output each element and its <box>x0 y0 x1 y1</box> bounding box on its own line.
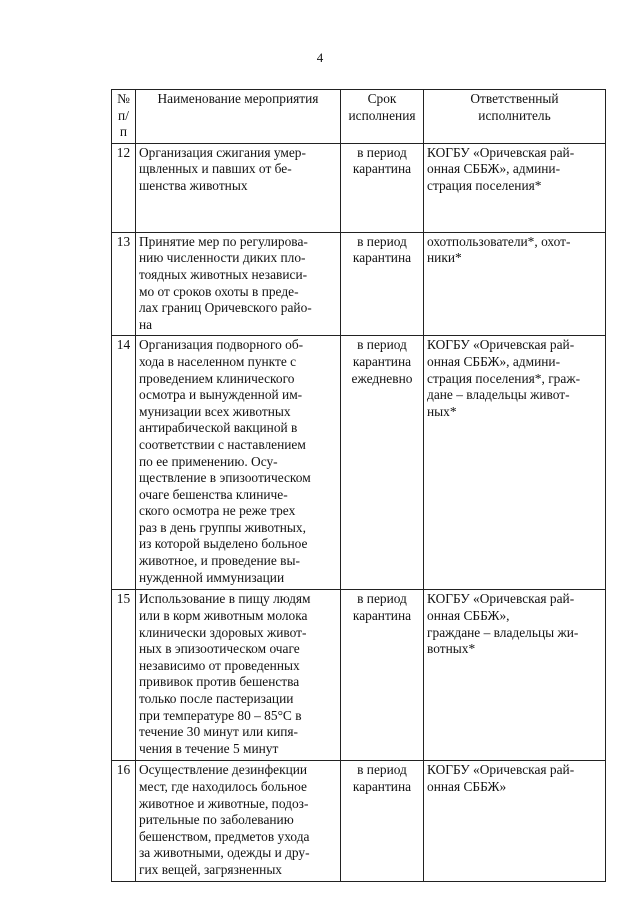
responsible: КОГБУ «Оричевская рай- онная СББЖ» <box>424 761 606 881</box>
measure-name: Использование в пищу людям или в корм животным молока клинически здоровых живот- ных в эпизоотическом очаге независимо от проведенных прививок против бешенства только после пастеризации при температуре 80 – 85°С в течение 30 минут или кипя- чения в течение 5 минут <box>136 590 341 761</box>
responsible: КОГБУ «Оричевская рай- онная СББЖ», админи- страция поселения*, граж- дане – владельцы живот- ных* <box>424 336 606 590</box>
measures-table <box>111 89 606 882</box>
deadline: в период карантина <box>341 143 424 232</box>
table-row <box>112 590 606 761</box>
table-row <box>112 143 606 232</box>
responsible: КОГБУ «Оричевская рай- онная СББЖ», админи- страция поселения* <box>424 143 606 232</box>
measure-name: Организация подворного об- хода в населенном пункте с проведением клинического осмотра и вынужденной им- мунизации всех животных антирабической вакциной в соответствии с наставлением по ее применению. Осу- ществление в эпизоотическом очаге бешенства клиниче- ского осмотра не реже трех раз в день группы животных, из которой выделено больное животное, и проведение вы- нужденной иммунизации <box>136 336 341 590</box>
table-row <box>112 336 606 590</box>
measure-name: Осуществление дезинфекции мест, где находилось больное животное и животные, подоз- рительные по заболеванию бешенством, предметов ухода за животными, одежды и дру- гих вещей, загрязненных <box>136 761 341 881</box>
deadline: в период карантина <box>341 590 424 761</box>
deadline: в период карантина ежедневно <box>341 336 424 590</box>
responsible: КОГБУ «Оричевская рай- онная СББЖ», граждане – владельцы жи- вотных* <box>424 590 606 761</box>
page-number: 4 <box>316 50 324 65</box>
header-deadline: Срок исполнения <box>341 90 424 144</box>
responsible: охотпользователи*, охот- ники* <box>424 232 606 336</box>
table-header-row <box>112 90 606 144</box>
deadline: в период карантина <box>341 761 424 881</box>
header-responsible: Ответственный исполнитель <box>424 90 606 144</box>
row-number: 15 <box>112 590 136 761</box>
row-number: 12 <box>112 143 136 232</box>
row-number: 13 <box>112 232 136 336</box>
row-number: 16 <box>112 761 136 881</box>
header-measure-name: Наименование мероприятия <box>136 90 341 144</box>
row-number: 14 <box>112 336 136 590</box>
table-row <box>112 232 606 336</box>
table-row <box>112 761 606 881</box>
header-number: № п/п <box>112 90 136 144</box>
measure-name: Организация сжигания умер- щвленных и павших от бе- шенства животных <box>136 143 341 232</box>
deadline: в период карантина <box>341 232 424 336</box>
measure-name: Принятие мер по регулирова- нию численности диких пло- тоядных животных независи- мо от сроков охоты в преде- лах границ Оричевского райо- на <box>136 232 341 336</box>
